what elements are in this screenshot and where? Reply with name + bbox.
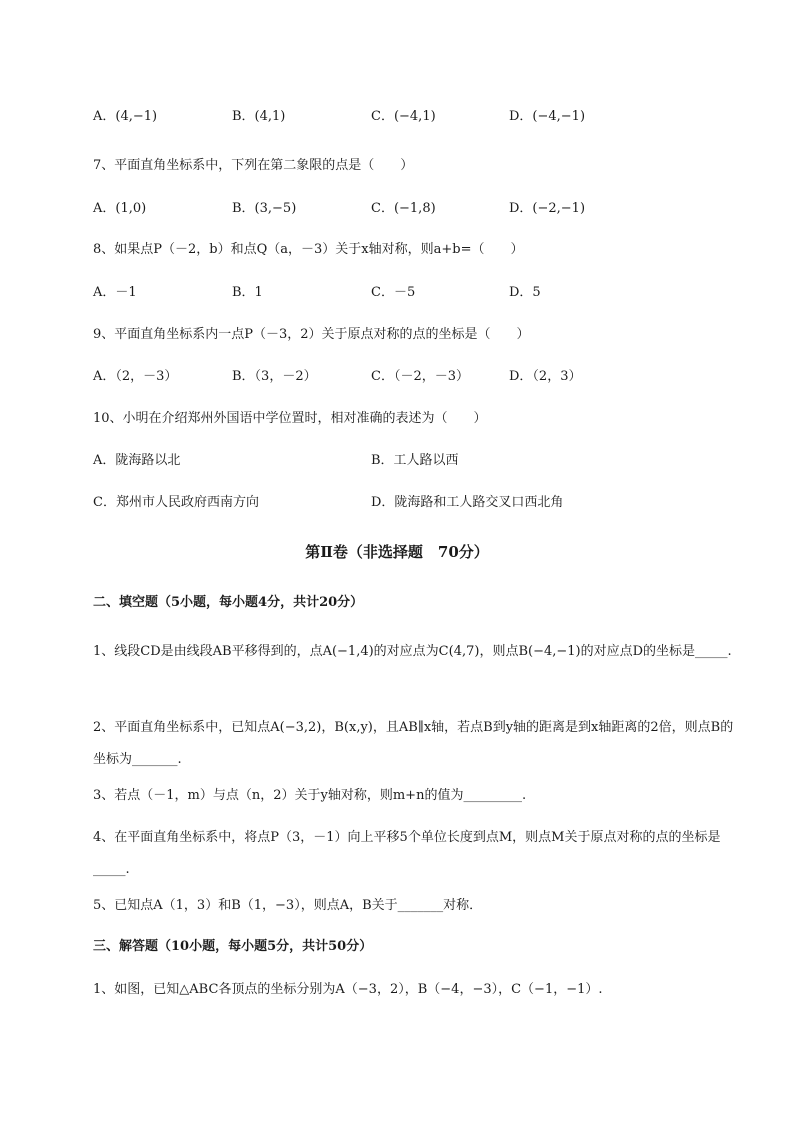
q9-option-a: A．（2，－3） <box>93 369 178 384</box>
q10-option-b: B．工人路以西 <box>371 453 459 468</box>
fill-blank-heading: 二、填空题（5小题，每小题4分，共计20分） <box>93 595 364 610</box>
section-2-title: 第Ⅱ卷（非选择题 70分） <box>305 543 489 561</box>
fill-question-5: 5、已知点A（1，3）和B（1，−3），则点A，B关于_______对称． <box>93 898 483 913</box>
solve-question-1: 1、如图，已知△ABC各顶点的坐标分别为A（−3，2），B（−4，−3），C（−1，−1）. <box>93 982 603 997</box>
fill-question-2: 2、平面直角坐标系中，已知点A(−3,2)，B(x,y)，且AB∥x轴，若点B到y轴的距离是到x轴距离的2倍，则点B的坐标为_______. <box>93 720 734 767</box>
q9-option-d: D．（2，3） <box>509 369 582 384</box>
q9-option-c: C．（－2，－3） <box>371 369 469 384</box>
q6-option-b: B．(4,1) <box>232 109 286 124</box>
q8-option-d: D．5 <box>509 285 541 300</box>
q8-option-a: A．－1 <box>93 285 137 300</box>
q9-option-b: B．（3，－2） <box>232 369 317 384</box>
q6-option-c: C．(−4,1) <box>371 109 436 124</box>
q6-option-d: D．(−4,−1) <box>509 109 586 124</box>
q6-option-a: A．(4,−1) <box>93 109 158 124</box>
q8-option-b: B．1 <box>232 285 263 300</box>
q7-option-b: B．(3,−5) <box>232 201 297 216</box>
q10-option-d: D．陇海路和工人路交叉口西北角 <box>371 495 564 510</box>
fill-question-4: 4、在平面直角坐标系中，将点P（3，－1）向上平移5个单位长度到点M，则点M关于原点对称的点的坐标是 _____. <box>93 830 721 877</box>
fill-question-3: 3、若点（－1，m）与点（n，2）关于y轴对称，则m+n的值为_________. <box>93 788 527 803</box>
solve-heading: 三、解答题（10小题，每小题5分，共计50分） <box>93 939 373 954</box>
fill-question-1: 1、线段CD是由线段AB平移得到的，点A(−1,4)的对应点为C(4,7)，则点B(−4,−1)的对应点D的坐标是_____. <box>93 644 732 659</box>
q7-option-c: C．(−1,8) <box>371 201 436 216</box>
q10-stem: 10、小明在介绍郑州外国语中学位置时，相对准确的表述为（ ） <box>93 411 487 426</box>
q7-option-a: A．(1,0) <box>93 201 147 216</box>
q8-stem: 8、如果点P（－2，b）和点Q（a，－3）关于x轴对称，则a+b=（ ） <box>93 242 524 257</box>
q8-option-c: C．－5 <box>371 285 416 300</box>
q7-option-d: D．(−2,−1) <box>509 201 586 216</box>
q10-option-c: C．郑州市人民政府西南方向 <box>93 495 259 510</box>
q7-stem: 7、平面直角坐标系中，下列在第二象限的点是（ ） <box>93 158 414 173</box>
q9-stem: 9、平面直角坐标系内一点P（－3，2）关于原点对称的点的坐标是（ ） <box>93 327 530 342</box>
q10-option-a: A．陇海路以北 <box>93 453 181 468</box>
